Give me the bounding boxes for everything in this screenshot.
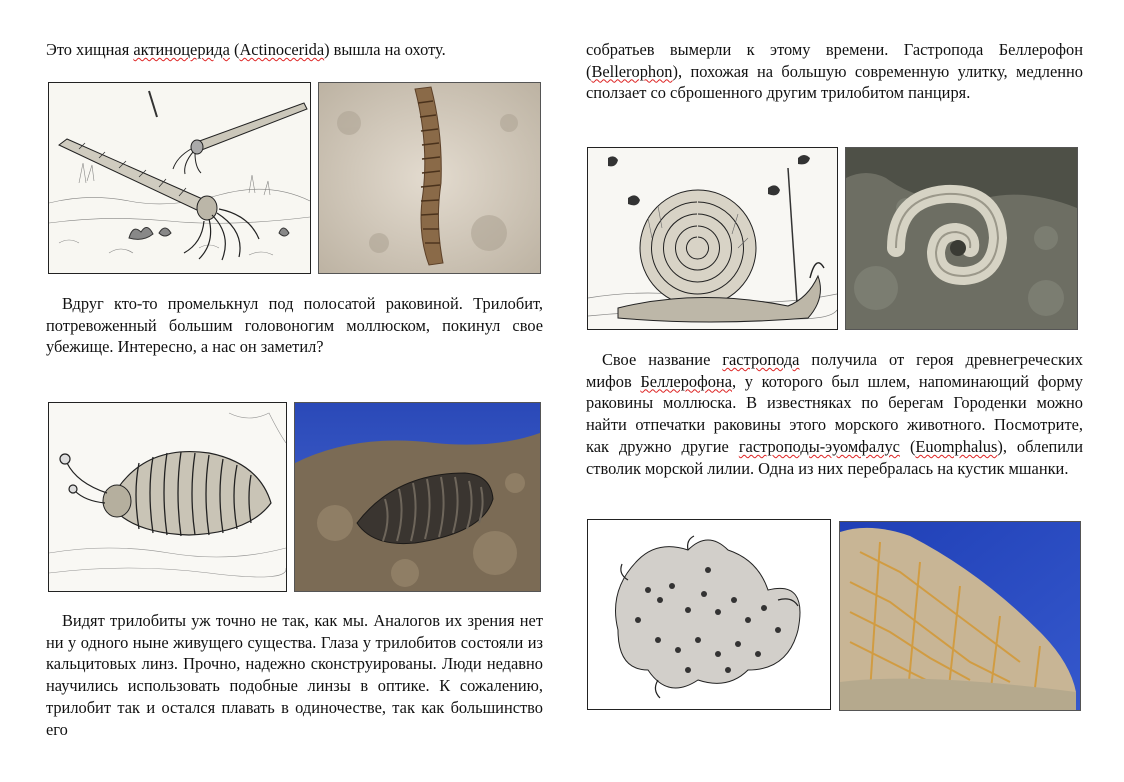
bellerophon-fossil	[845, 147, 1078, 330]
trilobite-fossil	[294, 402, 541, 592]
bryozoan-drawing	[587, 519, 831, 710]
right-paragraph-1: собратьев вымерли к этому времени. Гастропода Беллерофон (Bellerophon), похожая на большую современную улитку, медленно сползает со сброшенного другим трилобитом панциря.	[586, 40, 1083, 103]
left-paragraph-1: Это хищная актиноцерида (Actinocerida) вышла на охоту.	[46, 40, 446, 59]
snail-shell	[640, 190, 756, 306]
right-paragraph-2: Свое название гастропода получила от героя древнегреческих мифов Беллерофона, у которого был шлем, напоминающий форму раковины моллюска. В известняках по берегам Городенки можно найти отпечатки раковины этого морского животного. Посмотрите, как дружно другие гастроподы-эуомфалус (Euomphalus), облепили стволик морской лилии. Одна из них перебралась на кустик мшанки.	[586, 350, 1083, 478]
bellerophon-drawing	[587, 147, 838, 330]
bryozoan-fossil	[839, 521, 1081, 711]
left-paragraph-3: Видят трилобиты уж точно не так, как мы. Аналогов их зрения нет ни у одного ныне живущего существа. Глаза у трилобитов состояли из кальцитовых линз. Прочно, надежно сконструированы. Люди недавно научились использовать подобные линзы в оптике. К сожалению, трилобит так и остался плавать в одиночестве, так как большинство его	[46, 611, 543, 739]
actinocerida-fossil	[318, 82, 541, 274]
trilobite-drawing	[48, 402, 287, 592]
actinocerida-drawing	[48, 82, 311, 274]
left-paragraph-2: Вдруг кто-то промелькнул под полосатой раковиной. Трилобит, потревоженный большим головоногим моллюском, покинул свое убежище. Интересно, а нас он заметил?	[46, 294, 543, 357]
